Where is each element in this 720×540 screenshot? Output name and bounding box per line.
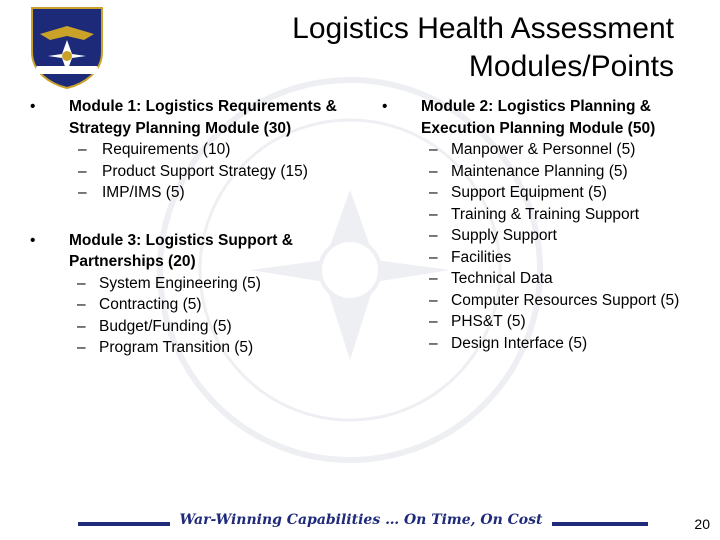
list-item: – PHS&T (5) — [429, 313, 526, 330]
list-item: – Support Equipment (5) — [429, 184, 607, 201]
right-column — [378, 96, 698, 354]
module-2-title: Module 2: Logistics Planning & Execution Planning Module (50) — [421, 98, 656, 137]
list-item: – Design Interface (5) — [429, 334, 588, 352]
list-item: – System Engineering (5) — [77, 274, 261, 292]
footer-slogan: War-Winning Capabilities … On Time, On Cost — [179, 512, 543, 528]
bullet: • — [30, 231, 36, 249]
list-item: – Technical Data — [429, 270, 553, 287]
module-3-title: Module 3: Logistics Support & Partnerships (20) — [69, 231, 293, 270]
module-2 — [378, 96, 698, 354]
list-item: – Contracting (5) — [77, 296, 202, 313]
page-number: 20 — [694, 516, 710, 532]
list-item: – Training & Training Support — [429, 205, 640, 223]
list-item: – Maintenance Planning (5) — [429, 162, 628, 180]
footer-line-right — [552, 522, 648, 526]
list-item: – Supply Support — [429, 227, 557, 244]
air-force-materiel-command-shield-icon — [26, 4, 108, 90]
list-item: – Budget/Funding (5) — [77, 317, 232, 335]
module-1-title: Module 1: Logistics Requirements & Strategy Planning Module (30) — [69, 98, 337, 137]
module-3-items — [69, 273, 346, 359]
module-3 — [26, 230, 346, 359]
bullet: • — [30, 98, 36, 115]
list-item: – IMP/IMS (5) — [78, 184, 185, 201]
page-title — [114, 10, 674, 86]
list-item: – Computer Resources Support (5) — [429, 291, 680, 309]
left-column — [26, 96, 346, 359]
module-1-items — [69, 139, 346, 204]
list-item: – Program Transition (5) — [77, 339, 254, 356]
title-line-2: Modules/Points — [468, 50, 674, 83]
list-item: – Requirements (10) — [78, 141, 231, 158]
title-line-1: Logistics Health Assessment — [292, 12, 674, 45]
module-1 — [26, 96, 346, 204]
list-item: – Manpower & Personnel (5) — [429, 141, 636, 158]
list-item: – Product Support Strategy (15) — [78, 162, 308, 180]
module-2-items — [421, 139, 698, 354]
list-item: – Facilities — [429, 248, 512, 266]
bullet: • — [382, 98, 388, 115]
footer-line-left — [78, 522, 170, 526]
